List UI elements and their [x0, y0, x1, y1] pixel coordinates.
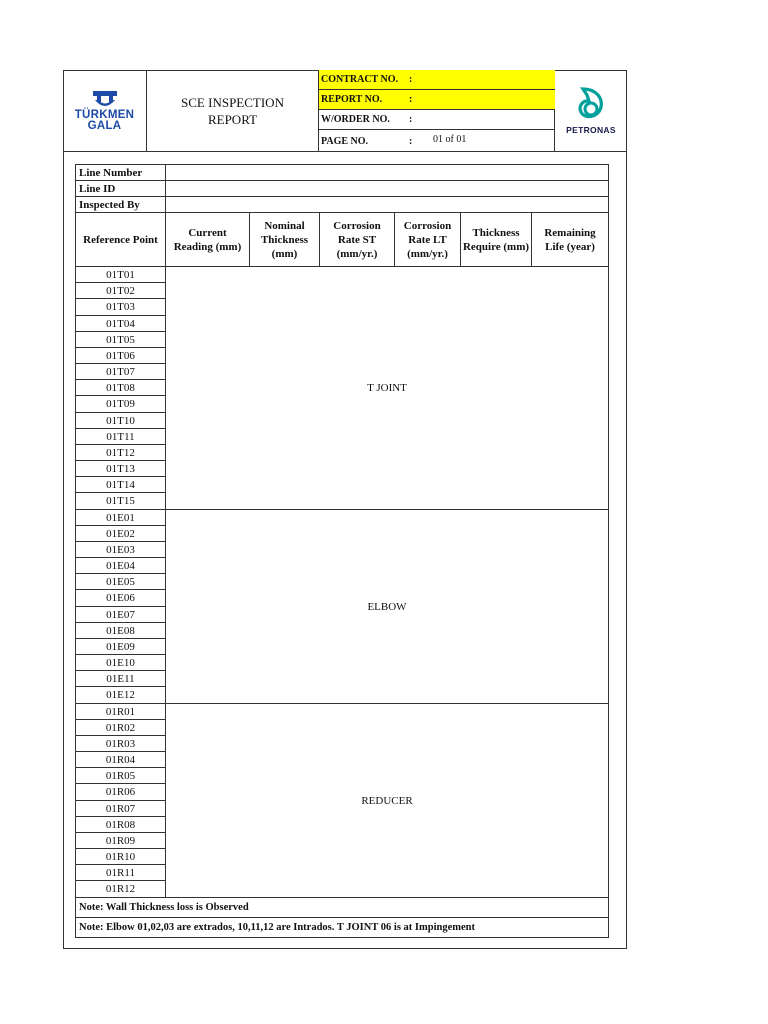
thickness-require-header-line: Thickness [472, 226, 520, 239]
remaining-life-header-line: Life (year) [545, 240, 595, 253]
contract-no-row [319, 70, 555, 90]
reference-point-cell: 01R08 [75, 816, 166, 833]
turkmen-logo-text-2: GALA [87, 120, 122, 132]
reference-point-cell: 01R09 [75, 832, 166, 849]
corrosion-rate-st-header-text [333, 219, 380, 261]
corrosion-rate-lt-header [394, 212, 461, 267]
report-title-line-2: REPORT [207, 112, 258, 127]
current-reading-header-line: Reading (mm) [173, 240, 242, 253]
section-label: REDUCER [361, 794, 413, 807]
reference-point-cell: 01T14 [75, 476, 166, 493]
worder-no-row [319, 110, 555, 130]
note-wall-thickness: Note: Wall Thickness loss is Observed [75, 897, 609, 918]
report-no-row [319, 90, 555, 110]
petronas-emblem-icon [575, 87, 607, 121]
reference-point-cell: 01R10 [75, 848, 166, 865]
current-reading-header-text [174, 226, 242, 254]
corrosion-rate-st-header-line: Corrosion [333, 219, 381, 232]
reference-point-cell: 01R12 [75, 880, 166, 898]
current-reading-header [165, 212, 250, 267]
reference-point-cell: 01R06 [75, 783, 166, 801]
thickness-require-header-text [463, 226, 529, 254]
report-title [147, 70, 319, 152]
reference-point-cell: 01R04 [75, 751, 166, 768]
reference-point-cell: 01E02 [75, 525, 166, 542]
worder-no-colon: : [409, 114, 413, 125]
worder-no-label: W/ORDER NO. [321, 114, 390, 125]
reference-point-cell: 01R01 [75, 703, 166, 720]
reference-point-cell: 01T08 [75, 379, 166, 396]
thickness-require-header-line: Require (mm) [462, 240, 530, 253]
reference-point-cell: 01E03 [75, 541, 166, 558]
reference-point-cell: 01R03 [75, 735, 166, 752]
line-id-label: Line ID [75, 180, 166, 197]
remaining-life-header [531, 212, 609, 267]
section-label: T JOINT [367, 382, 407, 394]
report-no-label: REPORT NO. [321, 94, 383, 105]
reference-point-cell: 01E06 [75, 589, 166, 607]
report-title-line-1: SCE INSPECTION [181, 95, 284, 110]
reference-point-cell: 01E04 [75, 557, 166, 574]
inspected-by-label: Inspected By [75, 196, 166, 213]
nominal-thickness-header-line: Nominal [264, 219, 305, 232]
petronas-logo [555, 70, 627, 152]
section-reducer [165, 703, 609, 898]
contract-no-label: CONTRACT NO. [321, 74, 399, 85]
section-label: ELBOW [367, 600, 407, 613]
report-no-colon: : [409, 94, 413, 105]
current-reading-header-line: Current [188, 226, 227, 239]
reference-point-cell: 01E10 [75, 654, 166, 671]
report-meta [319, 70, 555, 152]
reference-point-cell: 01T07 [75, 363, 166, 380]
reference-point-cell: 01E05 [75, 573, 166, 590]
page-no-label: PAGE NO. [321, 135, 369, 147]
turkmen-gala-emblem-icon [92, 90, 118, 110]
reference-point-cell: 01T11 [75, 428, 166, 445]
reference-point-cell: 01T02 [75, 282, 166, 299]
reference-point-cell: 01T12 [75, 444, 166, 461]
page-no-row [319, 130, 555, 152]
reference-point-cell: 01E07 [75, 606, 166, 623]
reference-point-cell: 01T01 [75, 266, 166, 283]
corrosion-rate-lt-header-line: Corrosion [403, 219, 452, 232]
reference-point-cell: 01E08 [75, 622, 166, 639]
line-number-field[interactable] [165, 164, 609, 181]
section-elbow [165, 509, 609, 704]
page-no-colon: : [409, 135, 413, 147]
reference-point-cell: 01T10 [75, 412, 166, 429]
reference-point-cell: 01R11 [75, 864, 166, 881]
thickness-require-header [460, 212, 532, 267]
turkmen-gala-logo [63, 70, 147, 152]
reference-point-cell: 01R05 [75, 767, 166, 784]
reference-point-cell: 01R02 [75, 719, 166, 736]
reference-point-cell: 01R07 [75, 800, 166, 817]
corrosion-rate-st-header-line: (mm/yr.) [336, 247, 378, 260]
reference-point-cell: 01E01 [75, 509, 166, 526]
reference-point-cell: 01T13 [75, 460, 166, 477]
corrosion-rate-st-header-line: Rate ST [337, 233, 377, 246]
nominal-thickness-header [249, 212, 320, 267]
remaining-life-header-text [544, 226, 595, 254]
nominal-thickness-header-text [261, 219, 308, 261]
contract-no-colon: : [409, 74, 413, 85]
corrosion-rate-lt-header-line: Rate LT [408, 233, 447, 246]
reference-point-cell: 01T09 [75, 395, 166, 413]
corrosion-rate-st-header [319, 212, 395, 267]
turkmen-logo-text-1: TÜRKMEN [74, 109, 135, 121]
line-number-label: Line Number [75, 164, 166, 181]
reference-point-cell: 01E11 [75, 670, 166, 687]
reference-point-cell: 01T04 [75, 315, 166, 332]
line-id-field[interactable] [165, 180, 609, 197]
page-no-value: 01 of 01 [433, 133, 467, 145]
reference-point-header [75, 212, 166, 267]
reference-point-cell: 01E12 [75, 686, 166, 704]
petronas-logo-text: PETRONAS [566, 125, 616, 135]
corrosion-rate-lt-header-text [404, 219, 451, 261]
corrosion-rate-lt-header-line: (mm/yr.) [407, 247, 448, 260]
reference-point-cell: 01T03 [75, 298, 166, 316]
reference-point-header-line: Reference Point [83, 233, 158, 246]
reference-point-header-text [83, 233, 158, 247]
section-t-joint [165, 266, 609, 510]
inspected-by-field[interactable] [165, 196, 609, 213]
note-elbow-positions: Note: Elbow 01,02,03 are extrados, 10,11,12 are Intrados. T JOINT 06 is at Impingement [75, 917, 609, 938]
reference-point-cell: 01T06 [75, 347, 166, 364]
reference-point-cell: 01T05 [75, 331, 166, 348]
remaining-life-header-line: Remaining [544, 226, 596, 239]
reference-point-cell: 01T15 [75, 492, 166, 510]
nominal-thickness-header-line: Thickness [260, 233, 309, 246]
nominal-thickness-header-line: (mm) [271, 247, 298, 260]
reference-point-cell: 01E09 [75, 638, 166, 655]
